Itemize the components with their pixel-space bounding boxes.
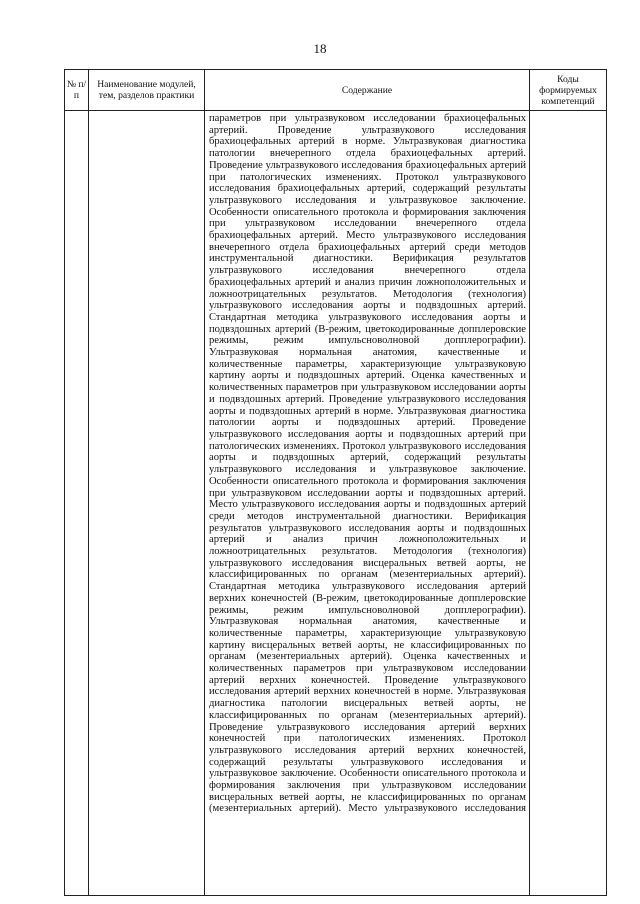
curriculum-table [64, 69, 607, 896]
header-content: Содержание [205, 70, 530, 111]
row-content-cell [205, 111, 530, 896]
row-module-cell [89, 111, 205, 896]
row-codes-cell [530, 111, 607, 896]
content-text: параметров при ультразвуковом исследовании брахиоцефальных артерий. Проведение ультразвукового исследования брахиоцефальных артерий в норме. Ультразвуковая диагностика патологии внечерепного отдела брахиоцефальных артерий. Проведение ультразвукового исследования брахиоцефальных артерий при патологических изменениях. Протокол ультразвукового исследования брахиоцефальных артерий, содержащий результаты ультразвукового исследования и ультразвуковое заключение. Особенности описательного протокола и формирования заключения при ультразвуковом исследовании внечерепного отдела брахиоцефальных артерий. Место ультразвукового исследования внечерепного отдела брахиоцефальных артерий среди методов инструментальной диагностики. Верификация результатов ультразвукового исследования внечерепного отдела брахиоцефальных артерий и анализ причин ложноположительных и ложноотрицательных результатов. Методология (технология) ультразвукового исследования аорты и подвздошных артерий. Стандартная методика ультразвукового исследования аорты и подвздошных артерий (В-режим, цветокодированные допплеровские режимы, режим импульсноволновой допплерографии). Ультразвуковая нормальная анатомия, качественные и количественные параметры, характеризующие ультразвуковую картину аорты и подвздошных артерий. Оценка качественных и количественных параметров при ультразвуковом исследовании аорты и подвздошных артерий. Проведение ультразвукового исследования аорты и подвздошных артерий в норме. Ультразвуковая диагностика патологии аорты и подвздошных артерий. Проведение ультразвукового исследования аорты и подвздошных артерий при патологических изменениях. Протокол ультразвукового исследования аорты и подвздошных артерий, содержащий результаты ультразвукового исследования и ультразвуковое заключение. Особенности описательного протокола и формирования заключения при ультразвуковом исследовании аорты и подвздошных артерий. Место ультразвукового исследования аорты и подвздошных артерий среди методов инструментальной диагностики. Верификация результатов ультразвукового исследования аорты и подвздошных артерий и анализ причин ложноположительных и ложноотрицательных результатов. Методология (технология) ультразвукового исследования висцеральных ветвей аорты, не классифицированных по органам (мезентериальных артерий). Стандартная методика ультразвукового исследования артерий верхних конечностей (В-режим, цветокодированные допплеровские режимы, режим импульсноволновой допплерографии). Ультразвуковая нормальная анатомия, качественные и количественные параметры, характеризующие ультразвуковую картину висцеральных ветвей аорты, не классифицированных по органам (мезентериальных артерий). Оценка качественных и количественных параметров при ультразвуковом исследовании артерий верхних конечностей. Проведение ультразвукового исследования артерий верхних конечностей в норме. Ультразвуковая диагностика патологии висцеральных ветвей аорты, не классифицированных по органам (мезентериальных артерий). Проведение ультразвукового исследования артерий верхних конечностей при патологических изменениях. Протокол ультразвукового исследования артерий верхних конечностей, содержащий результаты ультразвукового исследования и ультразвуковое заключение. Особенности описательного протокола и формирования заключения при ультразвуковом исследовании висцеральных ветвей аорты, не классифицированных по органам (мезентериальных артерий). Место ультразвукового исследования [209, 113, 526, 815]
header-number: № п/п [65, 70, 89, 111]
page-number: 18 [313, 41, 327, 56]
row-number-cell [65, 111, 89, 896]
header-codes: Коды формируемых компетенций [530, 70, 607, 111]
table-row [65, 111, 607, 896]
table-header-row [65, 70, 607, 111]
header-module: Наименование модулей, тем, разделов практики [89, 70, 205, 111]
